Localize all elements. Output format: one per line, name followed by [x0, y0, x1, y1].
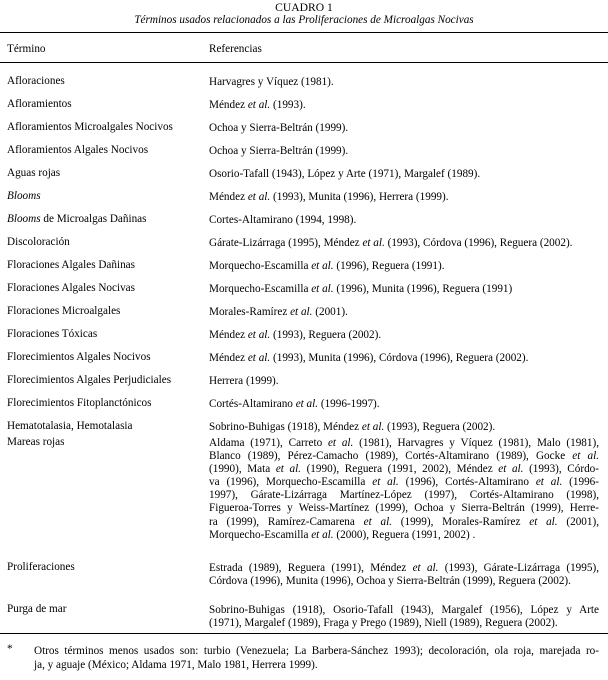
term-run: Floraciones Algales Dañinas — [7, 259, 136, 271]
ref-run: Sobrino-Buhigas (1918), Osorio-Tafall (1943), Margalef (1956), López y Arte — [209, 604, 599, 616]
ref-run: et al. — [498, 463, 524, 476]
ref-run: (1996), Reguera (1991). — [333, 260, 445, 272]
ref-run: et al. — [295, 398, 319, 410]
references-cell — [209, 421, 599, 434]
ref-run: (1971), Margalef (1989), Fraga y Prego (1989), Niell (1989), Reguera (2002). — [209, 617, 558, 630]
term-run: Blooms — [7, 190, 41, 202]
ref-run: (1996), Munita (1996), Reguera (1991) — [333, 283, 513, 295]
term-run: Blooms — [7, 213, 41, 225]
reference-line — [209, 398, 599, 411]
ref-run: (1981), Harvagres y Víquez (1981), Malo (1981), — [353, 437, 599, 449]
ref-run: Córdova (1996), Munita (1996), Ochoa y Sierra-Beltrán (1999), Reguera (2002). — [209, 575, 571, 588]
ref-run: (1993), Córdova (1996), Reguera (2002). — [384, 237, 573, 249]
reference-line — [209, 375, 599, 388]
ref-run: Estrada (1989), Reguera (1991), Méndez — [209, 562, 413, 574]
reference-line — [209, 283, 599, 296]
reference-line — [209, 489, 599, 502]
footnote-text — [34, 644, 599, 672]
header-references: Referencias — [209, 43, 262, 55]
ref-run: Ochoa y Sierra-Beltrán (1999). — [209, 122, 349, 134]
ref-run: et al. — [572, 450, 599, 463]
header-term: Término — [7, 43, 46, 55]
reference-line — [209, 191, 599, 204]
reference-line — [209, 575, 599, 588]
ref-run: Méndez — [209, 191, 248, 203]
ref-run: 1997), Gárate-Lizárraga Martínez-López (1997), Cortés-Altamirano (1998), — [209, 489, 599, 502]
reference-line — [209, 329, 599, 342]
ref-run: Figueroa-Torres y Weiss-Martínez (1999), Ochoa y Sierra-Beltrán (1999), Herre- — [209, 502, 599, 515]
reference-line — [209, 516, 599, 529]
term-run: Afloramientos Algales Nocivos — [7, 144, 149, 156]
ref-run: Ochoa y Sierra-Beltrán (1999). — [209, 145, 349, 157]
reference-line — [209, 617, 599, 630]
references-cell — [209, 214, 599, 227]
term-cell — [7, 191, 205, 202]
term-run: Florecimientos Algales Nocivos — [7, 351, 151, 363]
reference-line — [209, 352, 599, 365]
references-cell — [209, 99, 599, 112]
term-cell — [7, 604, 205, 615]
term-run: Afloramientos — [7, 98, 72, 110]
term-cell — [7, 99, 205, 110]
references-cell — [209, 168, 599, 181]
reference-line — [209, 529, 599, 542]
reference-line — [209, 502, 599, 515]
ref-run: Méndez — [209, 99, 248, 111]
ref-run: (2001), — [557, 515, 599, 528]
term-cell — [7, 375, 205, 386]
ref-run: et al. — [290, 306, 313, 318]
term-cell — [7, 122, 205, 133]
reference-line — [209, 76, 599, 89]
term-run: Floraciones Tóxicas — [7, 328, 98, 340]
ref-run: et al. — [412, 562, 439, 574]
ref-run: (1996-1997). — [318, 398, 380, 410]
ref-run: va (1996), Morquecho-Escamilla — [209, 476, 373, 489]
reference-line — [209, 421, 599, 434]
table-caption-title: Términos usados relacionados a las Proliferaciones de Microalgas Nocivas — [134, 14, 474, 26]
term-cell — [7, 283, 205, 294]
ref-run: Osorio-Tafall (1943), López y Arte (1971), Margalef (1989). — [209, 168, 481, 180]
ref-run: Aldama (1971), Carreto — [209, 437, 328, 449]
ref-run: (1990), Mata — [209, 463, 276, 476]
ref-run: (1993). — [270, 99, 306, 111]
references-cell — [209, 283, 599, 296]
reference-line — [209, 237, 599, 250]
term-run: Afloraciones — [7, 75, 65, 87]
reference-line — [209, 168, 599, 181]
term-run: Discoloración — [7, 236, 70, 248]
reference-line — [209, 437, 599, 450]
ref-run: (2000), Reguera (1991, 2002) . — [333, 528, 476, 541]
bottom-rule — [0, 633, 608, 634]
ref-run: Méndez — [209, 329, 248, 341]
term-cell — [7, 237, 205, 248]
term-cell — [7, 421, 205, 432]
term-cell — [7, 329, 205, 340]
ref-run: Morales-Ramírez — [209, 306, 291, 318]
ref-run: Gárate-Lizárraga (1995), Méndez — [209, 237, 363, 249]
term-cell — [7, 352, 205, 363]
references-cell — [209, 191, 599, 204]
references-cell — [209, 562, 599, 588]
term-run: Floraciones Algales Nocivas — [7, 282, 136, 294]
term-run: Mareas rojas — [7, 436, 65, 448]
term-run: Floraciones Microalgales — [7, 305, 121, 317]
reference-line — [209, 214, 599, 227]
reference-line — [209, 260, 599, 273]
references-cell — [209, 329, 599, 342]
term-cell — [7, 76, 205, 87]
footnote-mark: * — [7, 643, 13, 655]
ref-run: et al. — [327, 437, 354, 449]
ref-run: Méndez — [209, 352, 248, 364]
term-run: Florecimientos Fitoplanctónicos — [7, 397, 152, 409]
ref-run: (1999), Morales-Ramírez — [391, 515, 530, 528]
ref-run: et al. — [247, 191, 271, 203]
references-cell — [209, 604, 599, 630]
term-run: Purga de mar — [7, 603, 67, 615]
ref-run: (1993), Reguera (2002). — [384, 421, 496, 433]
reference-line — [209, 450, 599, 463]
ref-run: Sobrino-Buhigas (1918), Méndez — [209, 421, 362, 433]
ref-run: et al. — [311, 283, 334, 295]
references-cell — [209, 145, 599, 158]
footnote-line: Otros términos menos usados son: turbio (Venezuela; La Barbera-Sánchez 1993); decoloración, ola roja, marejada ro- — [34, 645, 599, 657]
term-run: Proliferaciones — [7, 561, 75, 573]
references-cell — [209, 375, 599, 388]
reference-line — [209, 476, 599, 489]
references-cell — [209, 306, 599, 319]
references-cell — [209, 260, 599, 273]
top-rule — [0, 32, 608, 33]
term-run: Florecimientos Algales Perjudiciales — [7, 374, 172, 386]
reference-line — [209, 99, 599, 112]
ref-run: et al. — [529, 515, 558, 528]
ref-run: (2001). — [312, 306, 348, 318]
references-cell — [209, 352, 599, 365]
reference-line — [209, 604, 599, 617]
ref-run: (1996- — [562, 476, 600, 489]
ref-run: (1990), Reguera (1991, 2002), Méndez — [300, 463, 499, 476]
ref-run: et al. — [311, 528, 334, 541]
ref-run: et al. — [311, 260, 334, 272]
ref-run: et al. — [247, 99, 271, 111]
ref-run: et al. — [275, 463, 301, 476]
references-cell — [209, 398, 599, 411]
table-caption-number: CUADRO 1 — [275, 1, 333, 14]
header-rule — [0, 62, 608, 63]
ref-run: (1993), Córdo- — [523, 463, 599, 476]
term-cell — [7, 437, 205, 448]
term-cell — [7, 168, 205, 179]
ref-run: (1993), Munita (1996), Herrera (1999). — [270, 191, 449, 203]
reference-line — [209, 562, 599, 575]
ref-run: (1993), Reguera (2002). — [270, 329, 382, 341]
ref-run: et al. — [247, 352, 271, 364]
ref-run: et al. — [247, 329, 271, 341]
reference-line — [209, 306, 599, 319]
term-run: Afloramientos Microalgales Nocivos — [7, 121, 173, 133]
term-cell — [7, 398, 205, 409]
ref-run: et al. — [362, 237, 385, 249]
ref-run: Morquecho-Escamilla — [209, 528, 312, 541]
references-cell — [209, 76, 599, 89]
term-run: de Microalgas Dañinas — [40, 213, 147, 225]
reference-line — [209, 145, 599, 158]
term-cell — [7, 260, 205, 271]
term-run: Hematotalasia, Hemotalasia — [7, 420, 133, 432]
reference-line — [209, 463, 599, 476]
footnote-line: ja, y aguaje (México; Aldama 1971, Malo 1981, Herrera 1999). — [34, 659, 318, 671]
ref-run: et al. — [363, 515, 392, 528]
ref-run: Morquecho-Escamilla — [209, 283, 312, 295]
ref-run: (1993), Munita (1996), Córdova (1996), Reguera (2002). — [270, 352, 529, 364]
ref-run: (1993), Gárate-Lizárraga (1995), — [438, 562, 599, 574]
references-cell — [209, 237, 599, 250]
term-cell — [7, 214, 205, 225]
references-cell — [209, 437, 599, 542]
ref-run: (1996), Cortés-Altamirano — [398, 476, 536, 489]
term-cell — [7, 145, 205, 156]
ref-run: Herrera (1999). — [209, 375, 279, 387]
ref-run: Cortés-Altamirano — [209, 398, 296, 410]
ref-run: Cortes-Altamirano (1994, 1998). — [209, 214, 357, 226]
references-cell — [209, 122, 599, 135]
term-cell — [7, 562, 205, 573]
ref-run: Blanco (1989), Pérez-Camacho (1989), Cortés-Altamirano (1989), Gocke — [209, 450, 573, 463]
ref-run: Morquecho-Escamilla — [209, 260, 312, 272]
ref-run: Harvagres y Víquez (1981). — [209, 76, 334, 88]
term-cell — [7, 306, 205, 317]
ref-run: ra (1999), Ramírez-Camarena — [209, 515, 364, 528]
ref-run: et al. — [535, 476, 563, 489]
reference-line — [209, 122, 599, 135]
ref-run: et al. — [361, 421, 385, 433]
ref-run: et al. — [372, 476, 399, 489]
term-run: Aguas rojas — [7, 167, 61, 179]
